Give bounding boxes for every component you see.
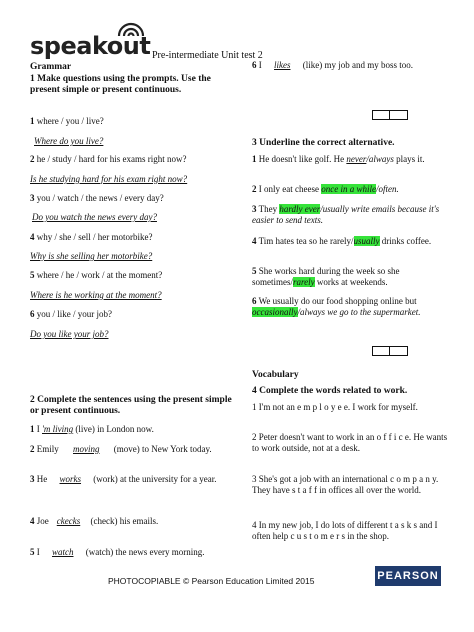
q3-item-6: 6 We usually do our food shopping online but occasionally/always we go to the supermarket. xyxy=(252,296,421,317)
q2-item-6: 6 I likes (like) my job and my boss too. xyxy=(252,60,413,70)
q2-instructions: 2 Complete the sentences using the present simple or present continuous. xyxy=(30,395,232,416)
q1-item-2: 2 he / study / hard for his exams right now? xyxy=(30,154,187,164)
score-box-1 xyxy=(372,110,408,120)
q4-item-2: 2 Peter doesn't want to work in an o f f i c e. He wants to work outside, not at a desk. xyxy=(252,432,448,453)
copyright-footer: PHOTOCOPIABLE © Pearson Education Limited 2015 xyxy=(108,576,315,586)
q4-item-1: 1 I'm not an e m p l o y e e. I work for myself. xyxy=(252,402,418,412)
q1-item-6: 6 you / like / your job? xyxy=(30,309,112,319)
q3-item-1: 1 He doesn't like golf. He never/always plays it. xyxy=(252,154,425,164)
q1-item-4: 4 why / she / sell / her motorbike? xyxy=(30,232,153,242)
grammar-heading: Grammar xyxy=(30,62,72,72)
q3-item-2: 2 I only eat cheese once in a while/often. xyxy=(252,184,399,194)
vocabulary-heading: Vocabulary xyxy=(252,370,299,380)
q1-instructions: 1 Make questions using the prompts. Use the present simple or present continuous. xyxy=(30,74,211,95)
q3-item-3: 3 They hardly ever/usually write emails because it's easier to send texts. xyxy=(252,204,440,225)
q2-item-2: 2 Emily moving (move) to New York today. xyxy=(30,444,212,454)
q1-answer-6: Do you like your job? xyxy=(30,329,109,339)
q1-answer-2: Is he studying hard for his exam right now? xyxy=(30,174,188,184)
unit-title: Pre-intermediate Unit test 2 xyxy=(152,50,263,61)
q1-item-1: 1 where / you / live? xyxy=(30,116,104,126)
score-box-2 xyxy=(372,346,408,356)
q1-answer-5: Where is he working at the moment? xyxy=(30,290,162,300)
q1-answer-3: Do you watch the news every day? xyxy=(32,212,157,222)
speakout-logo: speakout xyxy=(30,32,151,60)
q2-item-3: 3 He works (work) at the university for a year. xyxy=(30,474,217,484)
pearson-logo: PEARSON xyxy=(375,566,441,586)
q2-item-4: 4 Joe ckecks (check) his emails. xyxy=(30,516,159,526)
q1-answer-1: Where do you live? xyxy=(34,136,104,146)
q4-item-3: 3 She's got a job with an international c o m p a n y. They have s t a f f in offices all over the world. xyxy=(252,474,439,495)
q4-item-4: 4 In my new job, I do lots of different t a s k s and I often help c u s t o m e r s in the shop. xyxy=(252,520,438,541)
q1-item-3: 3 you / watch / the news / every day? xyxy=(30,193,164,203)
q2-item-5: 5 I watch (watch) the news every morning. xyxy=(30,547,205,557)
q3-item-5: 5 She works hard during the week so she sometimes/rarely works at weekends. xyxy=(252,266,400,287)
logo-arc-icon xyxy=(115,20,147,38)
q1-item-5: 5 where / he / work / at the moment? xyxy=(30,270,163,280)
q3-item-4: 4 Tim hates tea so he rarely/usually drinks coffee. xyxy=(252,236,432,246)
q1-answer-4: Why is she selling her motorbike? xyxy=(30,251,153,261)
q2-item-1: 1 I 'm living (live) in London now. xyxy=(30,424,154,434)
q3-instructions: 3 Underline the correct alternative. xyxy=(252,138,395,148)
q4-instructions: 4 Complete the words related to work. xyxy=(252,386,408,396)
